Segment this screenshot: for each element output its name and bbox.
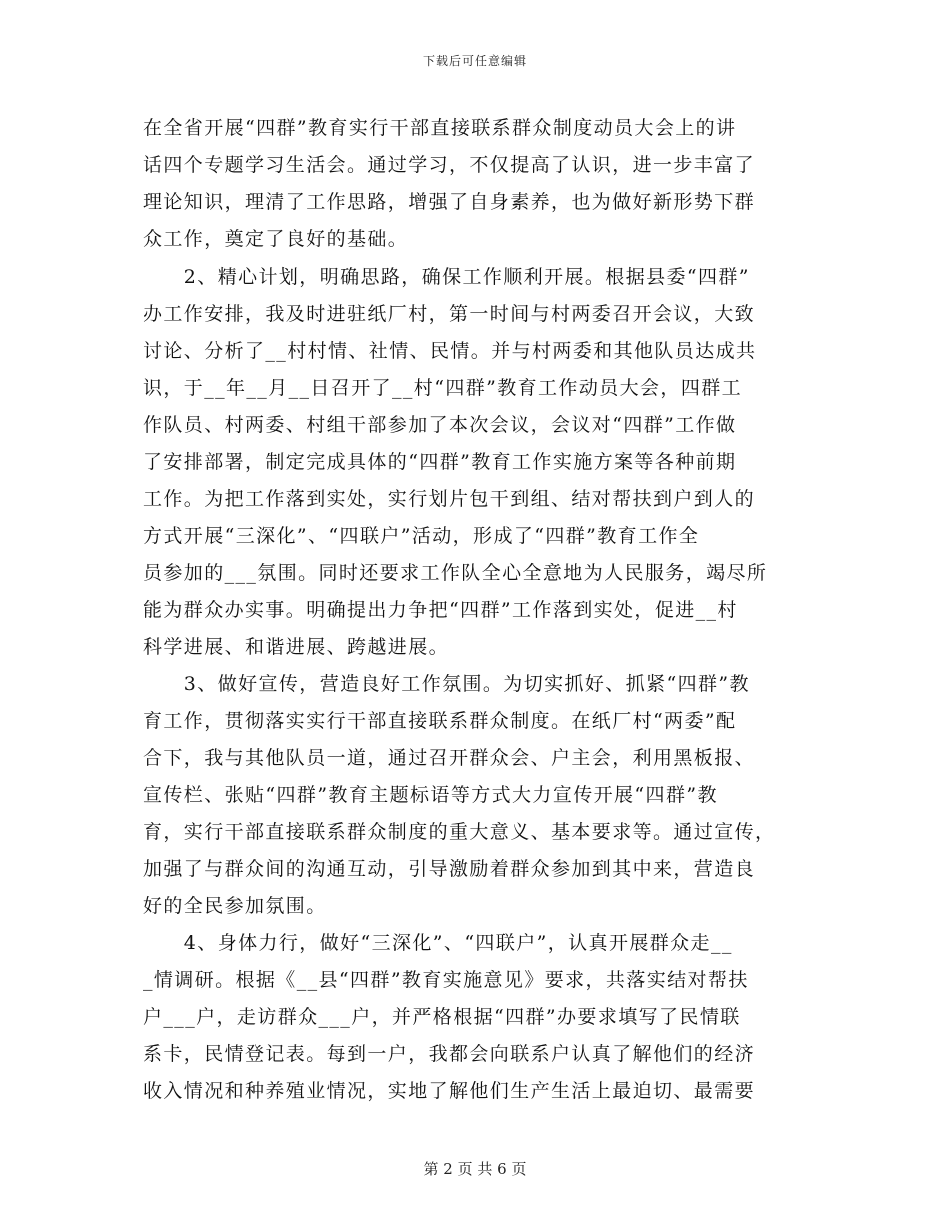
text-line: 户___户，走访群众___户，并严格根据“四群”办要求填写了民情联 <box>143 1006 741 1028</box>
text-line: 2、精心计划，明确思路，确保工作顺利开展。根据县委“四群” <box>143 266 750 288</box>
text-line: 收入情况和种养殖业情况，实地了解他们生产生活上最迫切、最需要 <box>143 1080 756 1102</box>
text-line: 系卡，民情登记表。每到一户，我都会向联系户认真了解他们的经济 <box>143 1043 756 1065</box>
text-line: 好的全民参加氛围。 <box>143 895 327 917</box>
text-line: 作队员、村两委、村组干部参加了本次会议，会议对“四群”工作做 <box>143 414 737 436</box>
text-line: 众工作，奠定了良好的基础。 <box>143 228 409 250</box>
page-header: 下载后可任意编辑 <box>422 54 527 68</box>
text-line: 话四个专题学习生活会。通过学习，不仅提高了认识，进一步丰富了 <box>143 154 756 176</box>
text-line: 方式开展“三深化”、“四联户”活动，形成了“四群”教育工作全 <box>143 525 700 547</box>
text-line: 了安排部署，制定完成具体的“四群”教育工作实施方案等各种前期 <box>143 451 737 473</box>
text-line: 能为群众办实事。明确提出力争把“四群”工作落到实处，促进__村 <box>143 599 738 621</box>
text-line: 在全省开展“四群”教育实行干部直接联系群众制度动员大会上的讲 <box>143 117 737 139</box>
text-line: 识，于__年__月__日召开了__村“四群”教育工作动员大会，四群工 <box>143 377 743 399</box>
text-line: 科学进展、和谐进展、跨越进展。 <box>143 636 450 658</box>
text-line: 理论知识，理清了工作思路，增强了自身素养，也为做好新形势下群 <box>143 191 756 213</box>
text-line: 讨论、分析了__村村情、社情、民情。并与村两委和其他队员达成共 <box>143 340 757 362</box>
text-line: 工作。为把工作落到实处，实行划片包干到组、结对帮扶到户到人的 <box>143 488 756 510</box>
text-line: 育，实行干部直接联系群众制度的重大意义、基本要求等。通过宣传， <box>143 821 776 843</box>
text-line: 加强了与群众间的沟通互动，引导激励着群众参加到其中来，营造良 <box>143 858 756 880</box>
page-footer: 第 2 页 共 6 页 <box>423 1160 527 1178</box>
text-line: 育工作，贯彻落实实行干部直接联系群众制度。在纸厂村“两委”配 <box>143 710 737 732</box>
text-line: 办工作安排，我及时进驻纸厂村，第一时间与村两委召开会议，大致 <box>143 303 756 325</box>
text-line: 员参加的___氛围。同时还要求工作队全心全意地为人民服务，竭尽所 <box>143 562 768 584</box>
text-line: 4、身体力行，做好“三深化”、“四联户”，认真开展群众走__ <box>143 932 733 954</box>
text-line: 3、做好宣传，营造良好工作氛围。为切实抓好、抓紧“四群”教 <box>143 673 750 695</box>
text-line: 宣传栏、张贴“四群”教育主题标语等方式大力宣传开展“四群”教 <box>143 784 718 806</box>
text-line: 合下，我与其他队员一道，通过召开群众会、户主会，利用黑板报、 <box>143 747 756 769</box>
text-line: _情调研。根据《__县“四群”教育实施意见》要求，共落实结对帮扶 <box>143 969 749 991</box>
